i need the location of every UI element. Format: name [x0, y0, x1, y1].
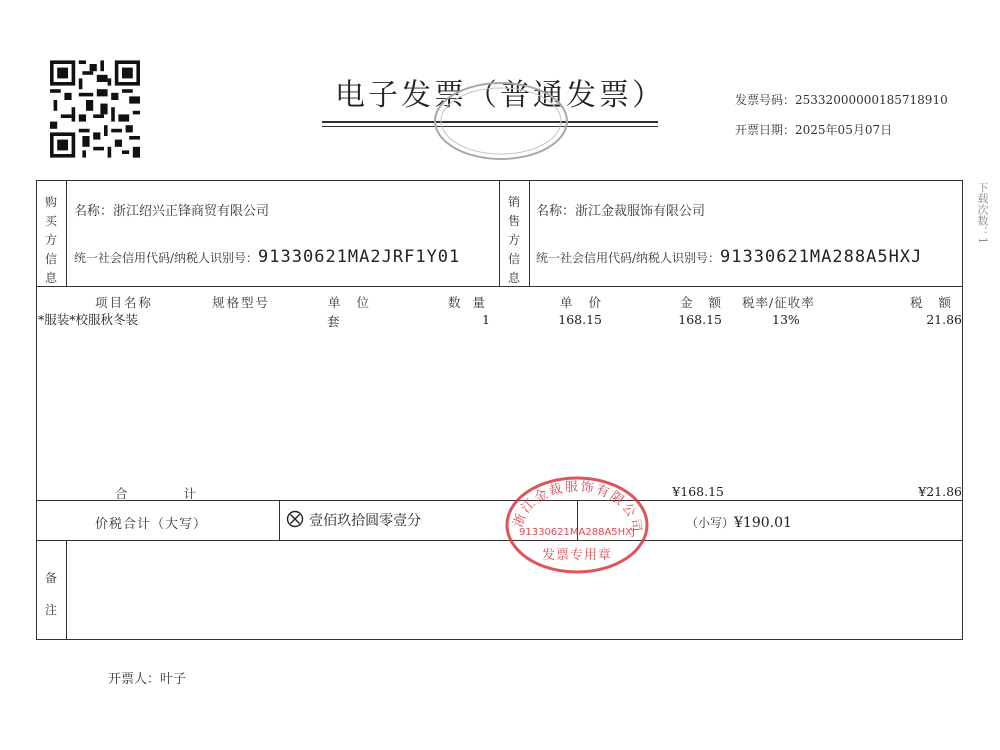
seller-name-row [536, 200, 705, 219]
invoice-number [735, 91, 948, 108]
grand-total-label: 价税合计（大写） [95, 517, 208, 532]
col-header-price: 单价 [560, 295, 618, 310]
total-row-divider-left [279, 500, 280, 540]
totals-amount: ¥168.15 [672, 484, 724, 499]
seller-tax-row [536, 247, 922, 267]
seller-tax-id: 91330621MA288A5HXJ [720, 247, 923, 267]
grand-total-uppercase: 壹佰玖拾圆零壹分 [309, 513, 422, 529]
remarks-label-divider [66, 540, 67, 639]
seller-tax-label: 统一社会信用代码/纳税人识别号： [536, 251, 721, 265]
item-unit: 套 [327, 314, 340, 329]
total-divider [36, 540, 962, 541]
col-header-unit: 单位 [328, 295, 386, 310]
item-qty: 1 [482, 312, 490, 327]
col-header-tax: 税额 [910, 295, 968, 310]
seller-section-label [503, 193, 525, 283]
invoice-number-label: 发票号码： [735, 93, 796, 107]
invoice-title: 电子发票（普通发票） [335, 78, 665, 113]
buyer-tax-label: 统一社会信用代码/纳税人识别号： [74, 251, 259, 265]
grand-total-uppercase-row [286, 510, 421, 530]
remarks-label [40, 562, 62, 626]
cross-circle-icon [286, 510, 304, 528]
invoice-number-value: 25332000000185718910 [795, 93, 948, 107]
invoice-date-label: 开票日期： [735, 123, 796, 137]
party-center-divider [499, 180, 500, 286]
issuer-label: 开票人： [108, 672, 161, 687]
qr-code-icon [50, 60, 140, 158]
download-count-note: 下载次数：1 [976, 182, 989, 244]
remarks-label-text: 备注 [45, 571, 58, 617]
totals-tax: ¥21.86 [918, 484, 962, 499]
tax-bureau-watermark-seal [432, 80, 570, 162]
table-row [0, 310, 1000, 330]
invoice-date-value: 2025年05月07日 [795, 123, 893, 137]
buyer-name: 浙江绍兴正锋商贸有限公司 [113, 204, 270, 219]
item-rate: 13% [772, 312, 800, 327]
col-header-qty: 数量 [448, 295, 498, 310]
buyer-label-text: 购买方信息 [45, 195, 58, 285]
seller-name-label: 名称： [536, 204, 576, 219]
grand-total-small-label: （小写） [686, 516, 735, 530]
party-divider [36, 286, 962, 287]
grand-total-small: ¥190.01 [734, 515, 792, 531]
grand-total-small-row [686, 512, 792, 531]
seller-name: 浙江金裁服饰有限公司 [575, 204, 706, 219]
issuer-name: 叶子 [160, 672, 187, 687]
buyer-tax-id: 91330621MA2JRF1Y01 [258, 247, 461, 267]
seller-label-text: 销售方信息 [508, 195, 521, 285]
buyer-tax-row [74, 247, 460, 267]
buyer-section-label [40, 193, 62, 283]
col-header-rate: 税率/征收率 [742, 295, 815, 310]
seal-type-text: 发票专用章 [541, 548, 613, 563]
seal-company-text: 浙江金裁服饰有限公司 [510, 479, 644, 535]
invoice-special-seal [504, 475, 650, 575]
issuer-row [108, 668, 186, 687]
seller-label-divider [529, 180, 530, 286]
buyer-name-label: 名称： [74, 204, 114, 219]
buyer-label-divider [66, 180, 67, 286]
col-header-item: 项目名称 [95, 295, 154, 310]
item-name: *服装*校服秋冬装 [38, 312, 139, 327]
col-header-spec: 规格型号 [212, 295, 271, 310]
item-price: 168.15 [558, 312, 602, 327]
item-amount: 168.15 [678, 312, 722, 327]
seal-code-text: 91330621MA288A5HXJ [519, 527, 635, 538]
item-tax: 21.86 [926, 312, 962, 327]
buyer-name-row [74, 200, 269, 219]
totals-label: 合计 [115, 486, 253, 501]
col-header-amount: 金额 [680, 295, 738, 310]
invoice-date [735, 121, 892, 138]
